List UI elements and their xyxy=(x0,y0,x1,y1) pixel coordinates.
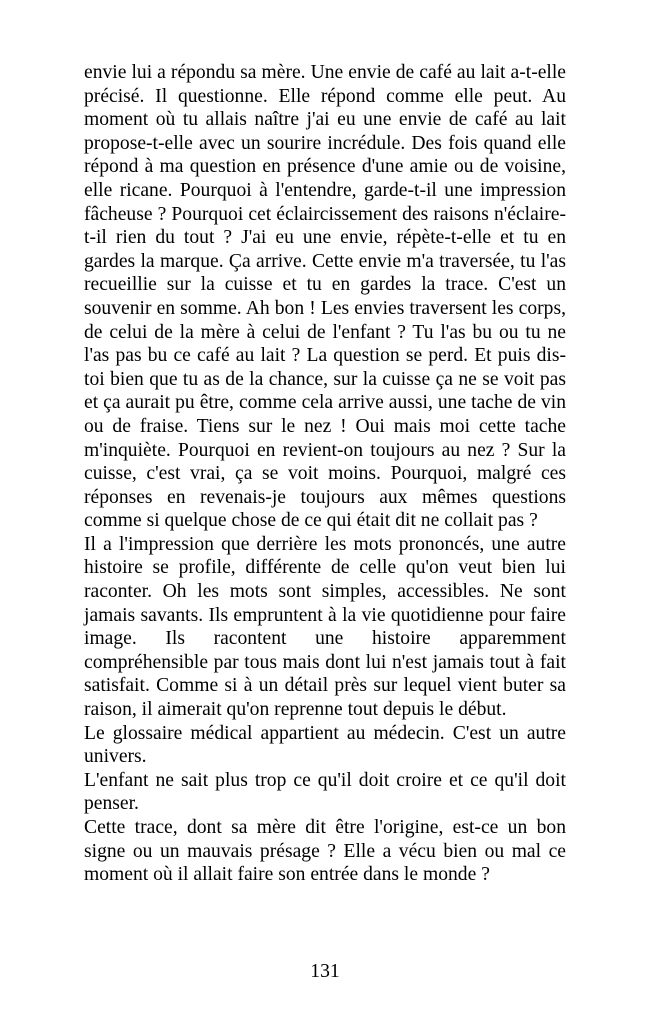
paragraph-3: Le glossaire médical appartient au médecin. C'est un autre univers. xyxy=(84,722,566,768)
paragraph-5: Cette trace, dont sa mère dit être l'origine, est-ce un bon signe ou un mauvais présage ? Elle a vécu bien ou mal ce moment où il allait faire son entrée dans le monde ? xyxy=(84,817,566,886)
paragraph-4: L'enfant ne sait plus trop ce qu'il doit croire et ce qu'il doit penser. xyxy=(84,769,566,815)
paragraph-1: envie lui a répondu sa mère. Une envie de café au lait a-t-elle précisé. Il questionne. Elle répond comme elle peut. Au moment où tu allais naître j'ai eu une envie de café au lait propose-t-elle avec un sourire incrédule. Des fois quand elle répond à ma question en présence d'une amie ou de voisine, elle ricane. Pourquoi à l'entendre, garde-t-il une impression fâcheuse ? Pourquoi cet éclaircissement des raisons n'éclaire-t-il rien du tout ? J'ai eu une envie, répète-t-elle et tu en gardes la marque. Ça arrive. Cette envie m'a traversée, tu l'as recueillie sur la cuisse et tu en gardes la trace. C'est un souvenir en somme. Ah bon ! Les envies traversent les corps, de celui de la mère à celui de l'enfant ? Tu l'as bu ou tu ne l'as pas bu ce café au lait ? La question se perd. Et puis dis-toi bien que tu as de la chance, sur la cuisse ça ne se voit pas et ça aurait pu être, comme cela arrive aussi, une tache de vin ou de fraise. Tiens sur le nez ! Oui mais moi cette tache m'inquiète. Pourquoi en revient-on toujours au nez ? Sur la cuisse, c'est vrai, ça se voit moins. Pourquoi, malgré ces réponses en revenais-je toujours aux mêmes questions comme si quelque chose de ce qui était dit ne collait pas ? xyxy=(84,62,566,532)
paragraph-2: Il a l'impression que derrière les mots prononcés, une autre histoire se profile, différente de celle qu'on veut bien lui raconter. Oh les mots sont simples, accessibles. Ne sont jamais savants. Ils empruntent à la vie quotidienne pour faire image. Ils racontent une histoire apparemment compréhensible par tous mais dont lui n'est jamais tout à fait satisfait. Comme si à un détail près sur lequel vient buter sa raison, il aimerait qu'on reprenne tout depuis le début. xyxy=(84,533,566,721)
body-text xyxy=(84,61,566,887)
page-number: 131 xyxy=(310,961,340,982)
